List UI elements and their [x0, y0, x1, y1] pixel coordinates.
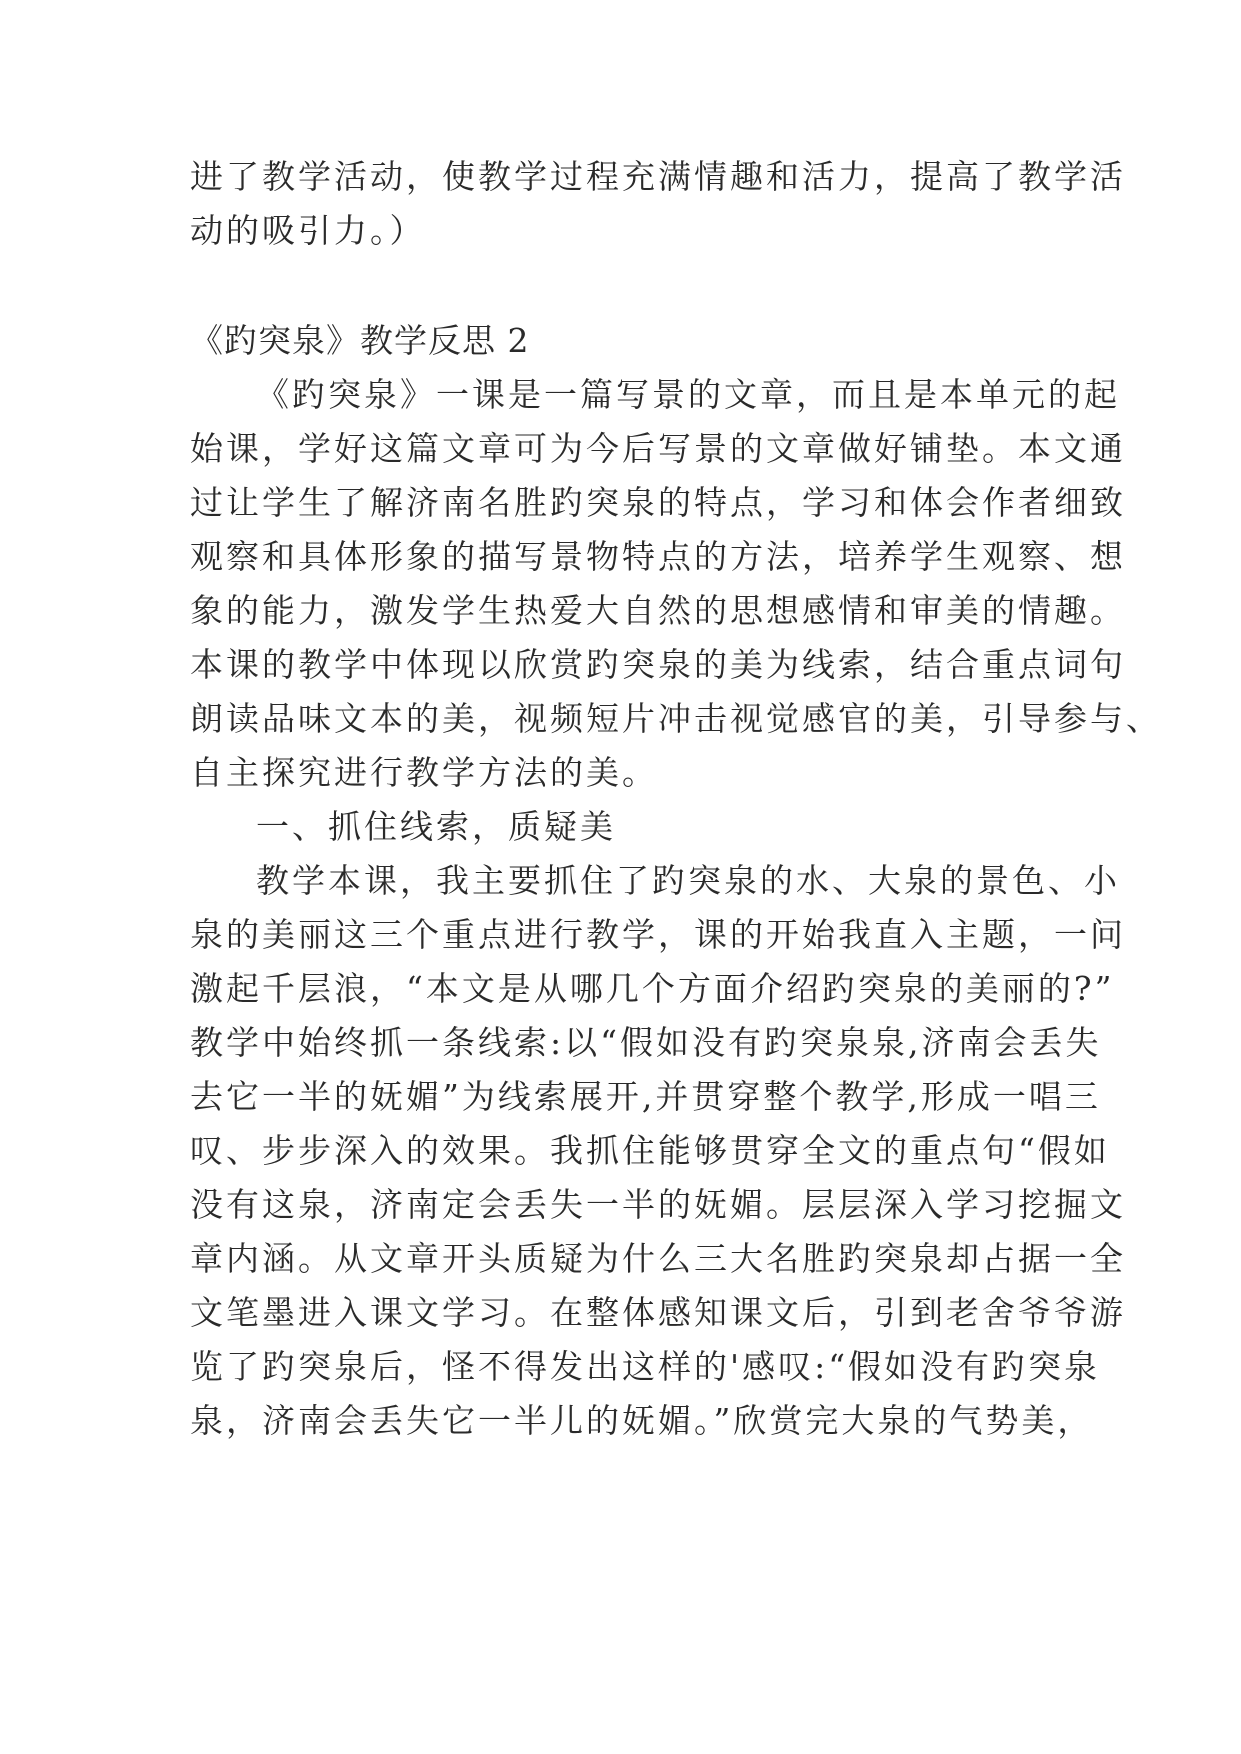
paragraph-line: 教学本课，我主要抓住了趵突泉的水、大泉的景色、小 — [256, 861, 1120, 900]
paragraph-line: 观察和具体形象的描写景物特点的方法，培养学生观察、想 — [190, 537, 1126, 576]
paragraph-gap — [190, 258, 1070, 314]
paragraph-line: 文笔墨进入课文学习。在整体感知课文后，引到老舍爷爷游 — [190, 1293, 1126, 1332]
document-body — [190, 150, 1162, 1448]
paragraph-line: 自主探究进行教学方法的美。 — [190, 753, 658, 792]
paragraph-line: 激起千层浪，“本文是从哪几个方面介绍趵突泉的美丽的?” — [190, 969, 1115, 1008]
paragraph-line: 过让学生了解济南名胜趵突泉的特点，学习和体会作者细致 — [190, 483, 1126, 522]
paragraph-line: 《趵突泉》一课是一篇写景的文章，而且是本单元的起 — [256, 375, 1120, 414]
paragraph-line: 泉的美丽这三个重点进行教学，课的开始我直入主题，一问 — [190, 915, 1126, 954]
paragraph-line: 朗读品味文本的美，视频短片冲击视觉感官的美，引导参与、 — [190, 699, 1162, 738]
paragraph-line: 叹、步步深入的效果。我抓住能够贯穿全文的重点句“假如 — [190, 1131, 1110, 1170]
paragraph-line: 动的吸引力。） — [190, 211, 426, 250]
paragraph-line: 去它一半的妩媚”为线索展开,并贯穿整个教学,形成一唱三 — [190, 1077, 1101, 1116]
paragraph-line: 象的能力，激发学生热爱大自然的思想感情和审美的情趣。 — [190, 591, 1126, 630]
paragraph-line: 进了教学活动，使教学过程充满情趣和活力，提高了教学活 — [190, 157, 1126, 196]
paragraph-line: 始课，学好这篇文章可为今后写景的文章做好铺垫。本文通 — [190, 429, 1126, 468]
paragraph-line: 教学中始终抓一条线索:以“假如没有趵突泉泉,济南会丢失 — [190, 1023, 1102, 1062]
paragraph-line: 本课的教学中体现以欣赏趵突泉的美为线索，结合重点词句 — [190, 645, 1126, 684]
subheading: 一、抓住线索，质疑美 — [256, 807, 616, 846]
section-title: 《趵突泉》教学反思 2 — [190, 321, 530, 360]
paragraph-line: 泉，济南会丢失它一半儿的妩媚。”欣赏完大泉的气势美， — [190, 1401, 1094, 1440]
paragraph-line: 章内涵。从文章开头质疑为什么三大名胜趵突泉却占据一全 — [190, 1239, 1126, 1278]
paragraph-line: 览了趵突泉后，怪不得发出这样的'感叹:“假如没有趵突泉 — [190, 1347, 1101, 1386]
paragraph-line: 没有这泉，济南定会丢失一半的妩媚。层层深入学习挖掘文 — [190, 1185, 1126, 1224]
